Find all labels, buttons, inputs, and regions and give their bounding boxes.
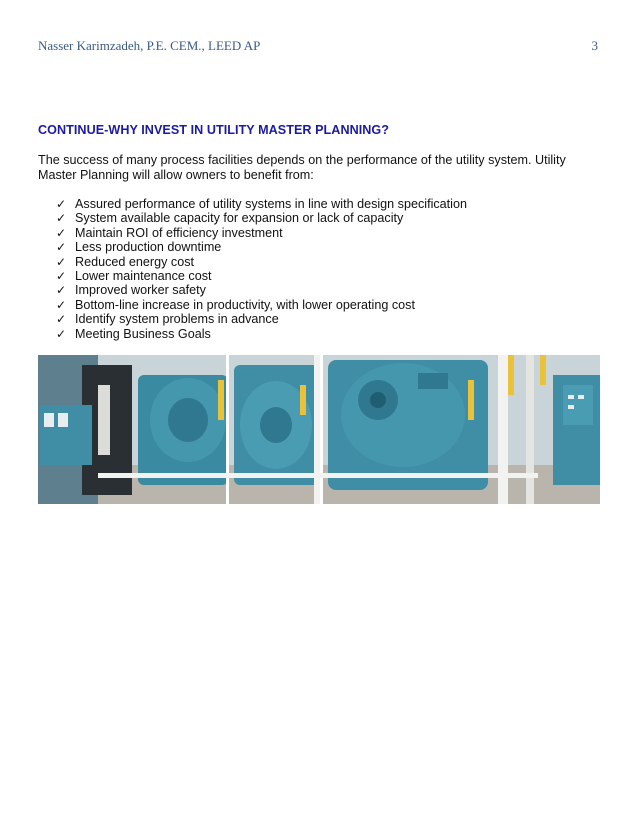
checkmark-icon: ✓ [56, 254, 67, 269]
benefit-text: Less production downtime [75, 240, 222, 255]
checkmark-icon: ✓ [56, 269, 67, 284]
section-heading: CONTINUE-WHY INVEST IN UTILITY MASTER PLANNING? [38, 123, 390, 137]
benefit-text: Improved worker safety [75, 283, 206, 298]
benefit-item [56, 298, 467, 312]
checkmark-icon: ✓ [56, 283, 67, 298]
benefit-text: Meeting Business Goals [75, 326, 211, 341]
boiler-room-illustration [38, 355, 600, 504]
benefit-item [56, 327, 467, 341]
checkmark-icon: ✓ [56, 326, 67, 341]
benefit-item [56, 240, 467, 254]
benefit-item [56, 269, 467, 283]
page-header [38, 38, 598, 56]
checkmark-icon: ✓ [56, 240, 67, 255]
benefit-text: Bottom-line increase in productivity, with lower operating cost [75, 297, 415, 312]
checkmark-icon: ✓ [56, 211, 67, 226]
boiler-room-photo [38, 355, 600, 504]
benefit-text: Maintain ROI of efficiency investment [75, 225, 283, 240]
benefit-text: Lower maintenance cost [75, 269, 212, 284]
benefit-item [56, 226, 467, 240]
checkmark-icon: ✓ [56, 225, 67, 240]
benefit-text: Reduced energy cost [75, 254, 195, 269]
page-number: 3 [591, 38, 598, 53]
benefit-item [56, 312, 467, 326]
benefit-text: System available capacity for expansion or lack of capacity [75, 211, 404, 226]
benefit-text: Identify system problems in advance [75, 312, 279, 327]
benefit-text: Assured performance of utility systems in line with design specification [75, 197, 467, 211]
intro-paragraph: The success of many process facilities depends on the performance of the utility system. Utility Master Planning will allow owners to benefit from: [38, 153, 566, 182]
benefit-item [56, 211, 467, 225]
benefit-item [56, 283, 467, 297]
checkmark-icon: ✓ [56, 312, 67, 327]
benefit-item [56, 197, 467, 211]
benefit-item [56, 255, 467, 269]
checkmark-icon: ✓ [56, 197, 67, 211]
header-author: Nasser Karimzadeh, P.E. CEM., LEED AP [38, 38, 261, 53]
benefits-list [56, 197, 467, 341]
checkmark-icon: ✓ [56, 297, 67, 312]
